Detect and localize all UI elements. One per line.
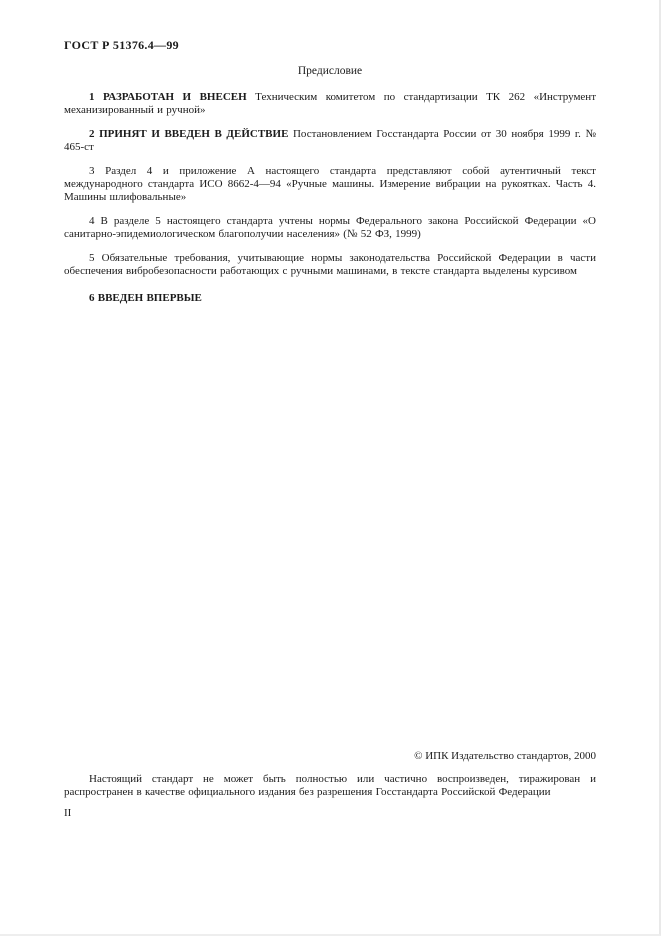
page-number: II — [64, 807, 72, 819]
paragraph-1-lead: 1 РАЗРАБОТАН И ВНЕСЕН — [89, 91, 247, 103]
paragraph-2-lead: 2 ПРИНЯТ И ВВЕДЕН В ДЕЙСТВИЕ — [89, 128, 289, 140]
copyright-line: © ИПК Издательство стандартов, 2000 — [414, 750, 596, 762]
paragraph-5-lead: 5 — [89, 252, 95, 264]
paragraph-4-text: В разделе 5 настоящего стандарта учтены нормы Федерального закона Российской Федерации «О санитарно-эпидемиологическом благополучии населения» (№ 52 ФЗ, 1999) — [64, 215, 596, 240]
paragraph-2-text: Постановлением Госстандарта России от 30 ноября 1999 г. № 465-ст — [64, 128, 596, 153]
paragraph-5-text: Обязательные требования, учитывающие нормы законодательства Российской Федерации в части обеспечения вибробезопасности работающих с ручными машинами, в тексте стандарта выделены курсивом — [64, 252, 596, 277]
paragraph-3-text: Раздел 4 и приложение А настоящего стандарта представляют собой аутентичный текст международного стандарта ИСО 8662-4—94 «Ручные машины. Измерение вибрации на рукоятках. Часть 4. Машины шлифовальные» — [64, 165, 596, 203]
preface-paragraph-5 — [64, 252, 596, 278]
paragraph-6-lead: 6 ВВЕДЕН ВПЕРВЫЕ — [89, 292, 202, 304]
preface-paragraph-6 — [64, 292, 596, 305]
paragraph-4-lead: 4 — [89, 215, 95, 227]
paragraph-1-text: Техническим комитетом по стандартизации ТК 262 «Инструмент механизированный и ручной» — [64, 91, 597, 116]
preface-paragraph-4 — [64, 215, 596, 241]
preface-content — [64, 0, 596, 305]
preface-paragraph-3 — [64, 165, 596, 204]
preface-title: Предисловие — [297, 65, 363, 77]
doc-number: ГОСТ Р 51376.4—99 — [64, 38, 179, 52]
paragraph-3-lead: 3 — [89, 165, 95, 177]
preface-paragraph-1 — [64, 91, 596, 117]
page-footer — [64, 750, 596, 820]
legal-notice: Настоящий стандарт не может быть полностью или частично воспроизведен, тиражирован и распространен в качестве официального издания без разрешения Госстандарта Российской Федерации — [64, 773, 596, 798]
preface-paragraph-2 — [64, 128, 596, 154]
